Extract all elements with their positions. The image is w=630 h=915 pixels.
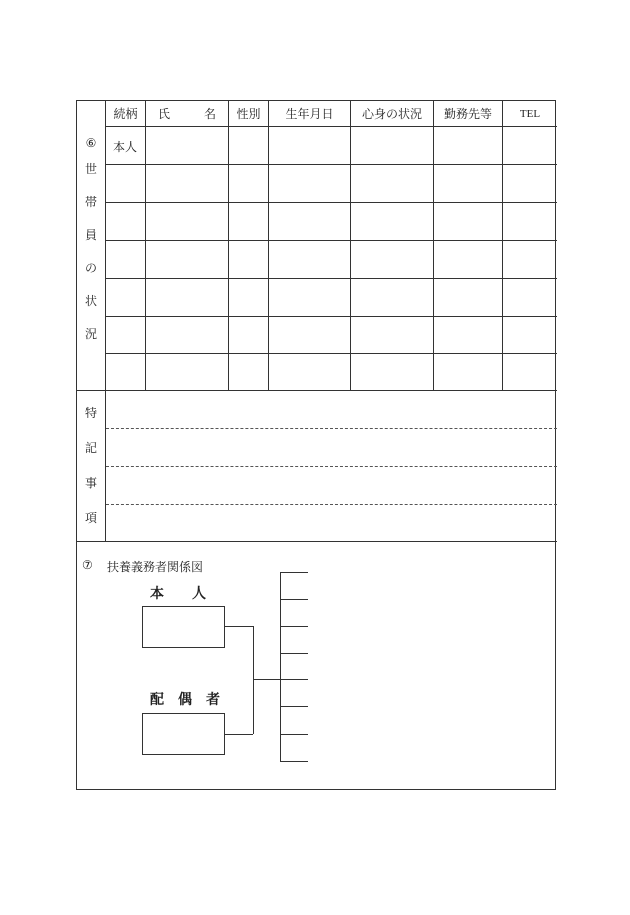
header-tel: TEL bbox=[519, 107, 541, 120]
title-char: 事 bbox=[84, 476, 97, 490]
children-bracket bbox=[280, 572, 281, 761]
child-slot-line[interactable] bbox=[280, 706, 308, 707]
divider bbox=[228, 101, 229, 390]
self-box[interactable] bbox=[142, 606, 225, 648]
divider bbox=[105, 278, 557, 279]
header-name-last: 名 bbox=[203, 107, 216, 121]
header-name bbox=[146, 101, 228, 126]
title-char: 況 bbox=[84, 327, 97, 341]
title-char: の bbox=[84, 261, 97, 275]
divider bbox=[350, 101, 351, 390]
divider bbox=[77, 390, 557, 391]
child-slot-line[interactable] bbox=[280, 653, 308, 654]
chart-title: 扶養義務者関係図 bbox=[107, 560, 204, 574]
header-relation: 続柄 bbox=[113, 107, 138, 121]
divider bbox=[145, 101, 146, 390]
header-condition: 心身の状況 bbox=[361, 107, 422, 121]
divider bbox=[433, 101, 434, 390]
header-name-first: 氏 bbox=[158, 107, 171, 121]
title-char: 特 bbox=[84, 406, 97, 420]
child-slot-line[interactable] bbox=[280, 761, 308, 762]
title-char: 員 bbox=[84, 228, 97, 242]
note-line[interactable] bbox=[106, 504, 557, 505]
title-char: 項 bbox=[84, 511, 97, 525]
spouse-label: 配 偶 者 bbox=[150, 692, 220, 708]
child-slot-line[interactable] bbox=[280, 572, 308, 573]
title-char: 記 bbox=[84, 441, 97, 455]
connector-line bbox=[253, 626, 254, 734]
child-slot-line[interactable] bbox=[280, 599, 308, 600]
chart-marker: ⑦ bbox=[82, 558, 93, 572]
child-slot-line[interactable] bbox=[280, 679, 308, 680]
divider bbox=[105, 240, 557, 241]
divider bbox=[105, 202, 557, 203]
care-form bbox=[76, 100, 556, 790]
section-marker: ⑥ bbox=[85, 136, 97, 150]
household-section-title bbox=[77, 137, 105, 340]
header-birthdate: 生年月日 bbox=[285, 107, 334, 121]
divider bbox=[105, 126, 557, 127]
self-label: 本 人 bbox=[150, 586, 206, 602]
connector-line bbox=[253, 679, 280, 680]
divider bbox=[105, 164, 557, 165]
divider bbox=[105, 316, 557, 317]
child-slot-line[interactable] bbox=[280, 626, 308, 627]
note-line[interactable] bbox=[106, 466, 557, 467]
divider bbox=[502, 101, 503, 390]
title-char: 帯 bbox=[84, 195, 97, 209]
divider bbox=[77, 541, 557, 542]
row-1-relation: 本人 bbox=[113, 140, 138, 154]
header-workplace: 勤務先等 bbox=[443, 107, 492, 121]
connector-line bbox=[225, 734, 253, 735]
divider bbox=[268, 101, 269, 390]
connector-line bbox=[225, 626, 253, 627]
notes-section-title bbox=[77, 407, 105, 524]
title-char: 状 bbox=[84, 294, 97, 308]
title-char: 世 bbox=[84, 162, 97, 176]
child-slot-line[interactable] bbox=[280, 734, 308, 735]
header-gender: 性別 bbox=[236, 107, 261, 121]
divider bbox=[105, 101, 106, 390]
spouse-box[interactable] bbox=[142, 713, 225, 755]
note-line[interactable] bbox=[106, 428, 557, 429]
divider bbox=[105, 353, 557, 354]
